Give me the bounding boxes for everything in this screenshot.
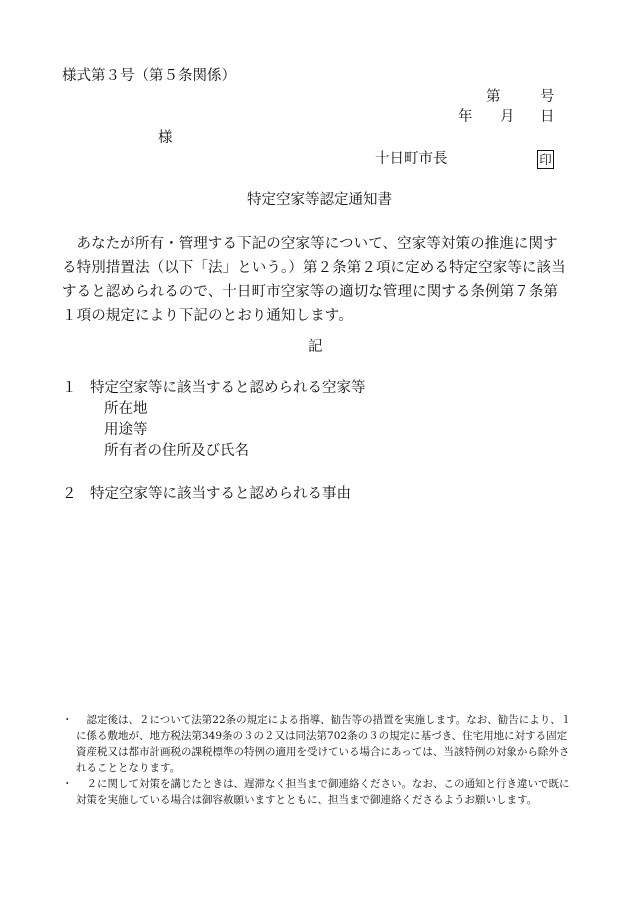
document-title: 特定空家等認定通知書 (247, 192, 392, 208)
doc-number-prefix: 第 (486, 89, 501, 105)
note-2 (62, 776, 572, 808)
note-1-text: 認定後は、２について法第22条の規定による指導、勧告等の措置を実施します。なお、勧告により、１に係る敷地が、地方税法第349条の３の２又は同法第702条の３の規定に基づき、住宅用地に対する固定資産税又は都市計画税の課税標準の特例の適用を受けている場合にあっては、当該特例の対象から除外されることとなります。 (76, 714, 572, 774)
note-1-bullet: ・ (62, 714, 73, 726)
body-paragraph: あなたが所有・管理する下記の空家等について、空家等対策の推進に関する特別措置法（以下「法」という。）第２条第２項に定める特定空家等に該当すると認められるので、十日町市空家等の適切な管理に関する条例第７条第１項の規定により下記のとおり通知します。 (62, 236, 566, 324)
seal-text: 印 (537, 150, 554, 169)
doc-number-suffix: 号 (540, 89, 555, 105)
item-2-number: ２ (62, 486, 77, 502)
date-month: 月 (500, 109, 515, 125)
note-2-bullet: ・ (62, 778, 73, 790)
item-1-sub-usage: 用途等 (104, 422, 148, 438)
issuer-name: 十日町市長 (375, 151, 448, 167)
form-label: 様式第３号（第５条関係） (62, 68, 236, 84)
item-1-sub-owner: 所有者の住所及び氏名 (104, 443, 249, 459)
date-year: 年 (458, 109, 473, 125)
seal-mark (537, 149, 554, 169)
item-1-number: １ (62, 380, 77, 396)
date-day: 日 (540, 109, 555, 125)
item-2-heading: 特定空家等に該当すると認められる事由 (90, 486, 351, 502)
item-1-sub-location: 所在地 (104, 401, 148, 417)
recipient-suffix: 様 (158, 130, 173, 146)
note-2-text: ２に関して対策を講じたときは、遅滞なく担当まで御連絡ください。なお、この通知と行き違いで既に対策を実施している場合は御容赦願いますとともに、担当まで御連絡くださるようお願いします。 (76, 778, 570, 806)
note-1 (62, 712, 572, 776)
ki-heading: 記 (308, 339, 323, 355)
item-1-heading: 特定空家等に該当すると認められる空家等 (90, 380, 366, 396)
